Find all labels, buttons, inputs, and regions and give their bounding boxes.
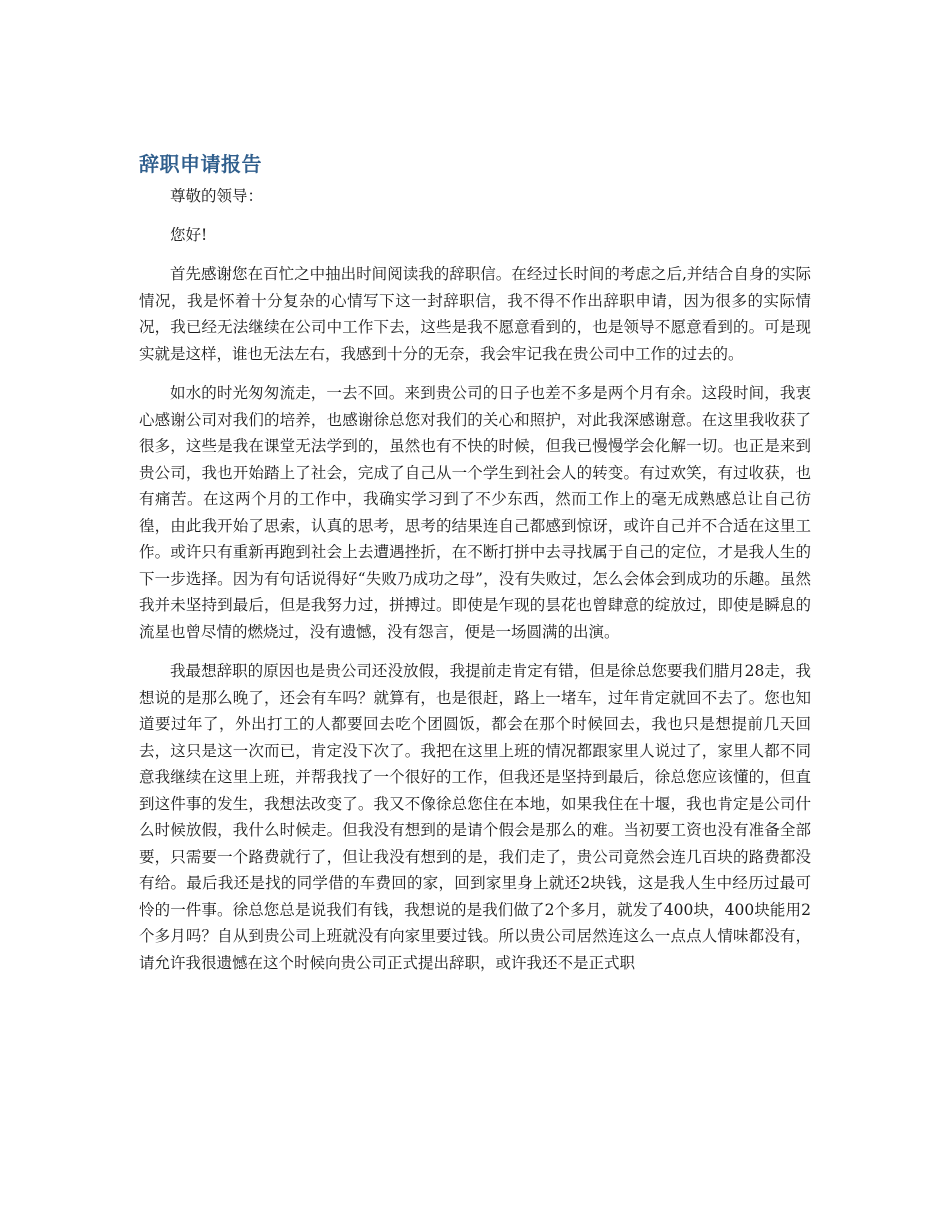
document-title: 辞职申请报告 [139,152,262,176]
salutation: 尊敬的领导： [170,187,264,205]
paragraph-reason: 我最想辞职的原因也是贵公司还没放假，我提前走肯定有错，但是徐总您要我们腊月28走，我想说的是那么晚了，还会有车吗？就算有，也是很赶，路上一堵车，过年肯定就回不去了。您也知道要过年了，外出打工的人都要回去吃个团圆饭，都会在那个时候回去，我也只是想提前几天回去，这只是这一次而已，肯定没下次了。我把在这里上班的情况都跟家里人说过了，家里人都不同意我继续在这里上班，并帮我找了一个很好的工作，但我还是坚持到最后，徐总您应该懂的，但直到这件事的发生，我想法改变了。我又不像徐总您住在本地，如果我住在十堰，我也肯定是公司什么时候放假，我什么时候走。但我没有想到的是请个假会是那么的难。当初要工资也没有准备全部要，只需要一个路费就行了，但让我没有想到的是，我们走了，贵公司竟然会连几百块的路费都没有给。最后我还是找的同学借的车费回的家，回到家里身上就还2块钱，这是我人生中经历过最可怜的一件事。徐总您总是说我们有钱，我想说的是我们做了2个多月，就发了400块，400块能用2个多月吗？自从到贵公司上班就没有向家里要过钱。所以贵公司居然连这么一点点人情味都没有，请允许我很遗憾在这个时候向贵公司正式提出辞职，或许我还不是正式职 [139,662,811,972]
document-body [139,149,811,989]
greeting: 您好! [170,225,208,244]
paragraph-thanks: 首先感谢您在百忙之中抽出时间阅读我的辞职信。在经过长时间的考虑之后,并结合自身的实际情况，我是怀着十分复杂的心情写下这一封辞职信，我不得不作出辞职申请，因为很多的实际情况，我已经无法继续在公司中工作下去，这些是我不愿意看到的，也是领导不愿意看到的。可是现实就是这样，谁也无法左右，我感到十分的无奈，我会牢记我在贵公司中工作的过去的。 [139,265,811,363]
paragraph-reflection: 如水的时光匆匆流走，一去不回。来到贵公司的日子也差不多是两个月有余。这段时间，我衷心感谢公司对我们的培养，也感谢徐总您对我们的关心和照护，对此我深感谢意。在这里我收获了很多，这些是我在课堂无法学到的，虽然也有不快的时候，但我已慢慢学会化解一切。也正是来到贵公司，我也开始踏上了社会，完成了自己从一个学生到社会人的转变。有过欢笑，有过收获，也有痛苦。在这两个月的工作中，我确实学习到了不少东西，然而工作上的毫无成熟感总让自己彷徨，由此我开始了思索，认真的思考，思考的结果连自己都感到惊讶，或许自己并不合适在这里工作。或许只有重新再跑到社会上去遭遇挫折，在不断打拼中去寻找属于自己的定位，才是我人生的下一步选择。因为有句话说得好“失败乃成功之母”，没有失败过，怎么会体会到成功的乐趣。虽然我并未坚持到最后，但是我努力过，拼搏过。即使是乍现的昙花也曾肆意的绽放过，即使是瞬息的流星也曾尽情的燃烧过，没有遗憾，没有怨言，便是一场圆满的出演。 [139,384,811,641]
